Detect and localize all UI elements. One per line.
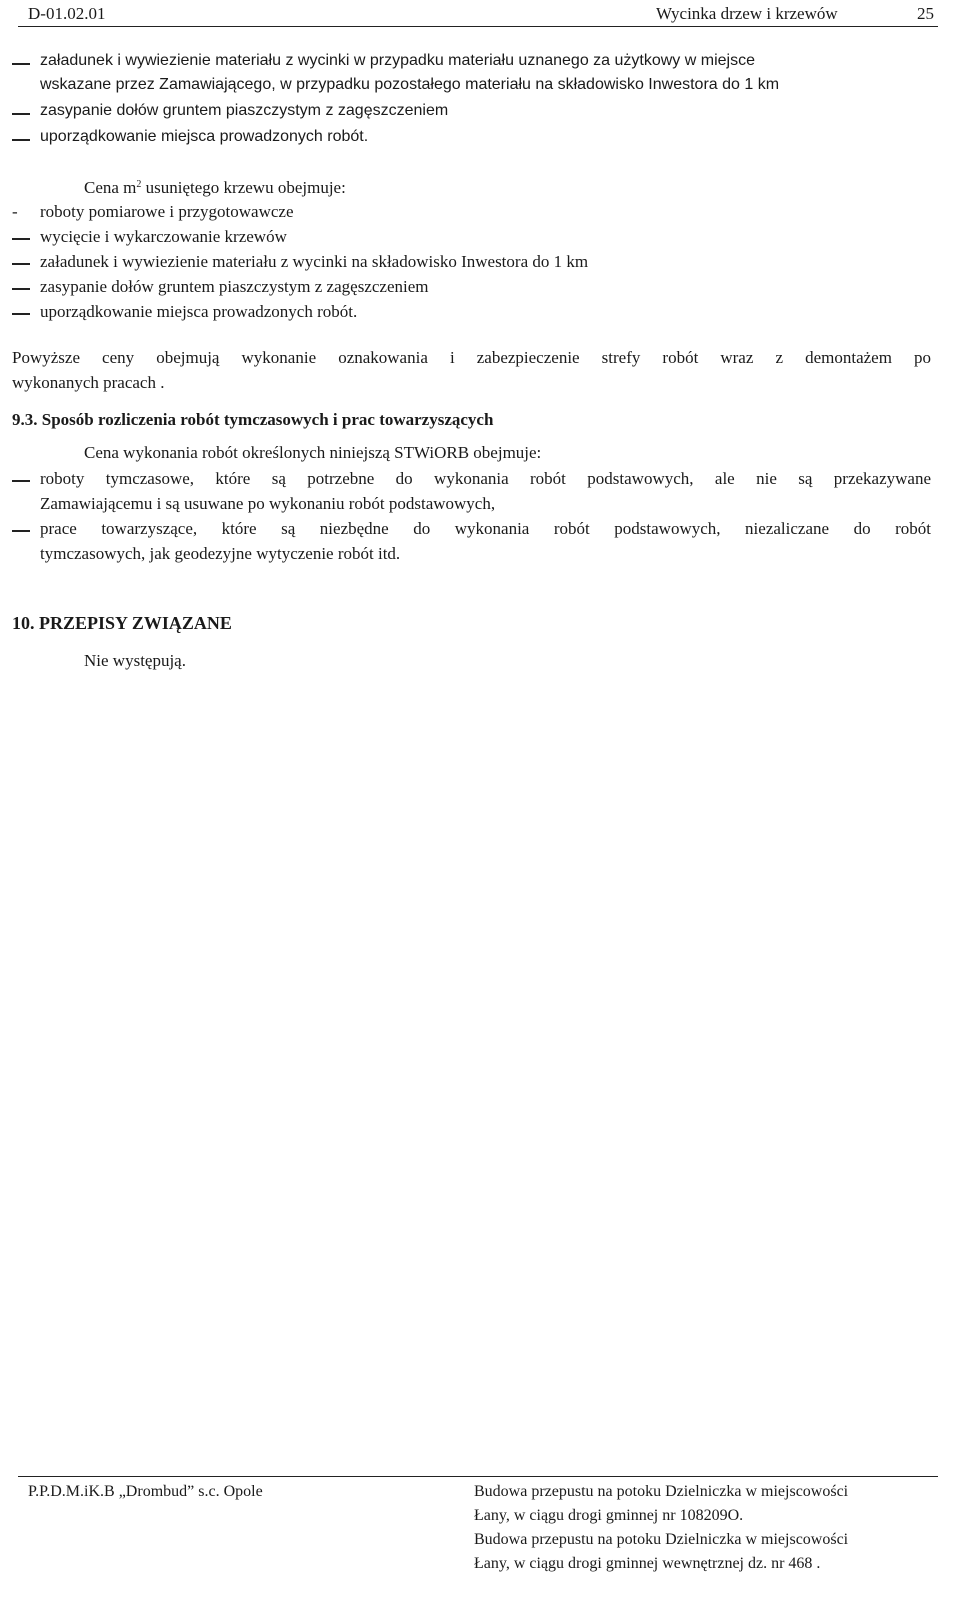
footer-company: P.P.D.M.iK.B „Drombud” s.c. Opole bbox=[28, 1483, 263, 1500]
list-item-text: załadunek i wywiezienie materiału z wycinki w przypadku materiału uznanego za użytkowy w miejsce bbox=[40, 52, 755, 69]
footer-project-line4: Łany, w ciągu drogi gminnej wewnętrznej dz. nr 468 . bbox=[474, 1555, 821, 1572]
list-item-text: wycięcie i wykarczowanie krzewów bbox=[40, 227, 287, 246]
page-header bbox=[18, 4, 938, 27]
hyphen-bullet: - bbox=[12, 202, 18, 221]
list-item bbox=[12, 202, 18, 222]
list-item-text: prace towarzyszące, które są niezbędne do wykonania robót podstawowych, niezaliczane do robót bbox=[40, 519, 931, 538]
footer-project-line2: Łany, w ciągu drogi gminnej nr 108209O. bbox=[474, 1507, 744, 1524]
list-item-text: roboty pomiarowe i przygotowawcze bbox=[40, 202, 294, 221]
section-intro: Cena wykonania robót określonych niniejszą STWiORB obejmuje: bbox=[84, 443, 542, 462]
footer-project-line1: Budowa przepustu na potoku Dzielniczka w miejscowości bbox=[474, 1483, 849, 1500]
document-code: D-01.02.01 bbox=[28, 4, 106, 23]
list-item-text: zasypanie dołów gruntem piaszczystym z zagęszczeniem bbox=[40, 277, 429, 296]
list-item-text: załadunek i wywiezienie materiału z wycinki na składowisko Inwestora do 1 km bbox=[40, 252, 589, 271]
document-title: Wycinka drzew i krzewów bbox=[656, 4, 838, 23]
footer-project-line3: Budowa przepustu na potoku Dzielniczka w miejscowości bbox=[474, 1531, 849, 1548]
section-heading-9-3: 9.3. Sposób rozliczenia robót tymczasowych i prac towarzyszących bbox=[12, 410, 494, 429]
note-paragraph-line1: Powyższe ceny obejmują wykonanie oznakowania i zabezpieczenie strefy robót wraz z demontażem po bbox=[12, 348, 931, 367]
note-paragraph-line2: wykonanych pracach . bbox=[12, 373, 165, 392]
section-10-text: Nie występują. bbox=[84, 651, 186, 670]
list-item-continuation: tymczasowych, jak geodezyjne wytyczenie robót itd. bbox=[40, 544, 401, 563]
list-item-text: zasypanie dołów gruntem piaszczystym z zagęszczeniem bbox=[40, 102, 449, 119]
list-item-continuation: Zamawiającemu i są usuwane po wykonaniu robót podstawowych, bbox=[40, 494, 496, 513]
footer-divider bbox=[18, 1476, 938, 1477]
section-heading-10: 10. PRZEPISY ZWIĄZANE bbox=[12, 613, 232, 633]
list-item-text: roboty tymczasowe, które są potrzebne do wykonania robót podstawowych, ale nie są przekazywane bbox=[40, 469, 931, 488]
list-item-continuation: wskazane przez Zamawiającego, w przypadku pozostałego materiału na składowisko Inwestora do 1 km bbox=[40, 76, 780, 93]
list-item-text: uporządkowanie miejsca prowadzonych robót. bbox=[40, 302, 358, 321]
page-number: 25 bbox=[917, 4, 934, 23]
list-item-text: uporządkowanie miejsca prowadzonych robót. bbox=[40, 128, 369, 145]
shrub-price-intro: Cena $m^2$ usuniętego krzewu obejmuje: bbox=[84, 178, 346, 197]
